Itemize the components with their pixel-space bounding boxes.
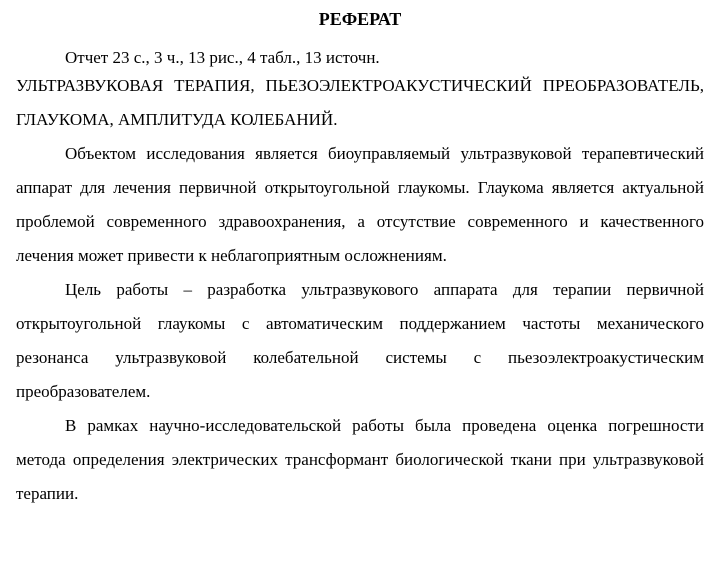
paragraph-research: В рамках научно-исследовательской работы была проведена оценка погрешности метода определения электрических трансформант биологической ткани при ультразвуковой терапии. (16, 416, 704, 503)
keywords: УЛЬТРАЗВУКОВАЯ ТЕРАПИЯ, ПЬЕЗОЭЛЕКТРОАКУСТИЧЕСКИЙ ПРЕОБРАЗОВАТЕЛЬ, ГЛАУКОМА, АМПЛИТУДА КОЛЕБАНИЙ. (16, 76, 704, 129)
report-meta: Отчет 23 с., 3 ч., 13 рис., 4 табл., 13 источн. (65, 48, 380, 67)
document-page (16, 0, 704, 511)
paragraph-object: Объектом исследования является биоуправляемый ультразвуковой терапевтический аппарат для лечения первичной открытоугольной глаукомы. Глаукома является актуальной проблемой современного здравоохранения, а отсутствие современного и качественного лечения может привести к неблагоприятным осложнениям. (16, 144, 704, 265)
document-title: РЕФЕРАТ (318, 9, 402, 29)
paragraph-goal: Цель работы – разработка ультразвукового аппарата для терапии первичной открытоугольной глаукомы с автоматическим поддержанием частоты механического резонанса ультразвуковой колебательной системы с пьезоэлектроакустическим преобразователем. (16, 280, 704, 401)
